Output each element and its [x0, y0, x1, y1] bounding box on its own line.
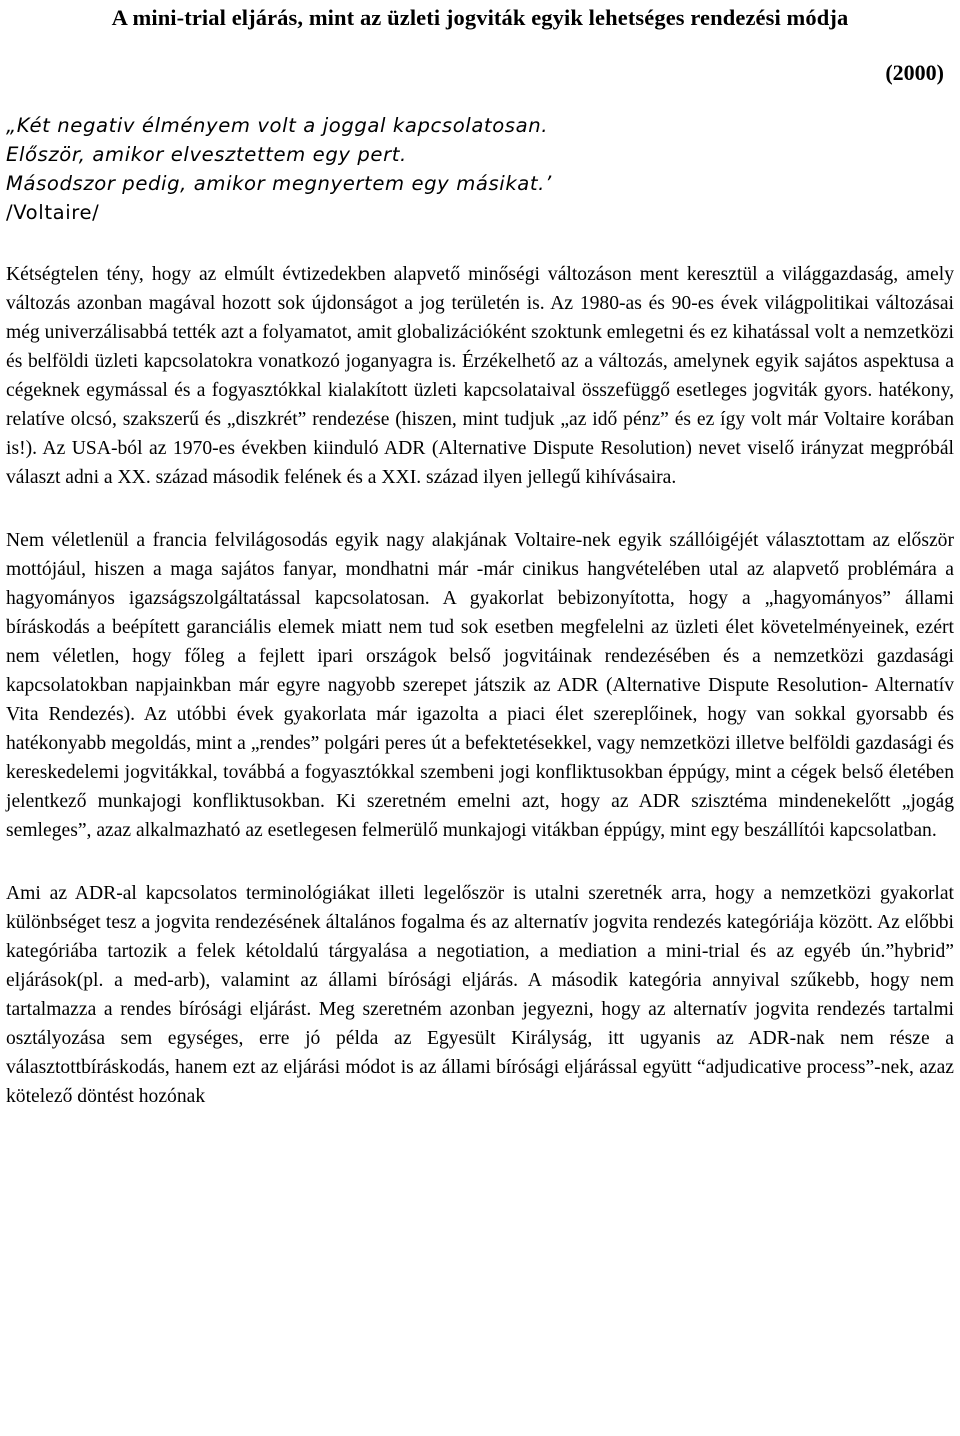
document-year: (2000) [885, 60, 944, 85]
motto-quote [6, 111, 954, 198]
body-paragraph: Ami az ADR-al kapcsolatos terminológiákat illeti legelőször is utalni szeretnék arra, hogy a nemzetközi gyakorlat különbséget tesz a jogvita rendezésének általános fogalma és az alternatív jogvita rendezés kategóriája között. Az előbbi kategóriába tartozik a felek kétoldalú tárgyalása a negotiation, a mediation a mini-trial és az egyéb ún.”hybrid” eljárások(pl. a med-arb), valamint az állami bírósági eljárás. A második kategória annyival szűkebb, hogy nem tartalmazza a rendes bírósági eljárást. Meg szeretném azonban jegyezni, hogy az alternatív jogvita rendezés tartalmi osztályozása sem egységes, erre jó példa az Egyesült Királyság, itt ugyanis az ADR-nak nem része a választottbíráskodás, hanem ezt az eljárási módot is az állami bírósági eljárással együtt “adjudicative process”-nek, azaz kötelező döntést hozónak [6, 883, 954, 1107]
document-title: A mini-trial eljárás, mint az üzleti jogviták egyik lehetséges rendezési módja [111, 5, 849, 30]
document-page [6, 0, 954, 1111]
body-paragraph: Nem véletlenül a francia felvilágosodás egyik nagy alakjának Voltaire-nek egyik szállóigéjét választottam az először mottójául, hiszen a maga sajátos fanyar, mondhatni már -már cinikus hangvételében utal az alapvető problémára a hagyományos igazságszolgáltatással kapcsolatosan. A gyakorlat bebizonyította, hogy a „hagyományos” állami bíráskodás a beépített garanciális elemek miatt nem tud sok esetben megfelelni az üzleti élet követelményeinek, ezért nem véletlen, hogy főleg a fejlett ipari országok belső jogvitáinak rendezésében és a nemzetközi gazdasági kapcsolatokban napjainkban már egyre nagyobb szerepet játszik az ADR (Alternative Dispute Resolution- Alternatív Vita Rendezés). Az utóbbi évek gyakorlata már igazolta a piaci élet szereplőinek, hogy van sokkal gyorsabb és hatékonyabb megoldás, mint a „rendes” polgári peres út a befektetésekkel, vagy nemzetközi illetve belföldi gazdasági és kereskedelemi jogvitákkal, továbbá a fogyasztókkal szembeni jogi konfliktusokban éppúgy, mint a cégek belső életében jelentkező munkajogi konfliktusokban. Ki szeretném emelni azt, hogy az ADR szisztéma mindenekelőtt „jogág semleges”, azaz alkalmazható az esetlegesen felmerülő munkajogi vitákban éppúgy, mint egy beszállítói kapcsolatban. [6, 530, 954, 841]
motto-line: Először, amikor elvesztettem egy pert. [6, 143, 407, 166]
body-paragraph: Kétségtelen tény, hogy az elmúlt évtizedekben alapvető minőségi változáson ment keresztül a világgazdaság, amely változás azonban magával hozott sok újdonságot a jog területén is. Az 1980-as és 90-es évek világpolitikai változásai még univerzálisabbá tették azt a folyamatot, amit globalizációként szoktunk emlegetni és ez kihatással volt a nemzetközi és belföldi üzleti kapcsolatokra vonatkozó joganyagra is. Érzékelhető az a változás, amelynek egyik sajátos aspektusa a cégeknek egymással és a fogyasztókkal kialakított üzleti kapcsolataival összefüggő esetleges jogviták gyors. hatékony, relatíve olcsó, szakszerű és „diszkrét” rendezése (hiszen, mint tudjuk „az idő pénz” és ez így volt már Voltaire korában is!). Az USA-ból az 1970-es években kiinduló ADR (Alternative Dispute Resolution) nevet viselő irányzat megpróbál választ adni a XX. század második felének és a XXI. század ilyen jellegű kihívásaira. [6, 264, 954, 488]
motto-author: /Voltaire/ [6, 201, 100, 224]
motto-line: Másodszor pedig, amikor megnyertem egy másikat.’ [6, 172, 552, 195]
motto-line: „Két negativ élményem volt a joggal kapcsolatosan. [6, 114, 549, 137]
